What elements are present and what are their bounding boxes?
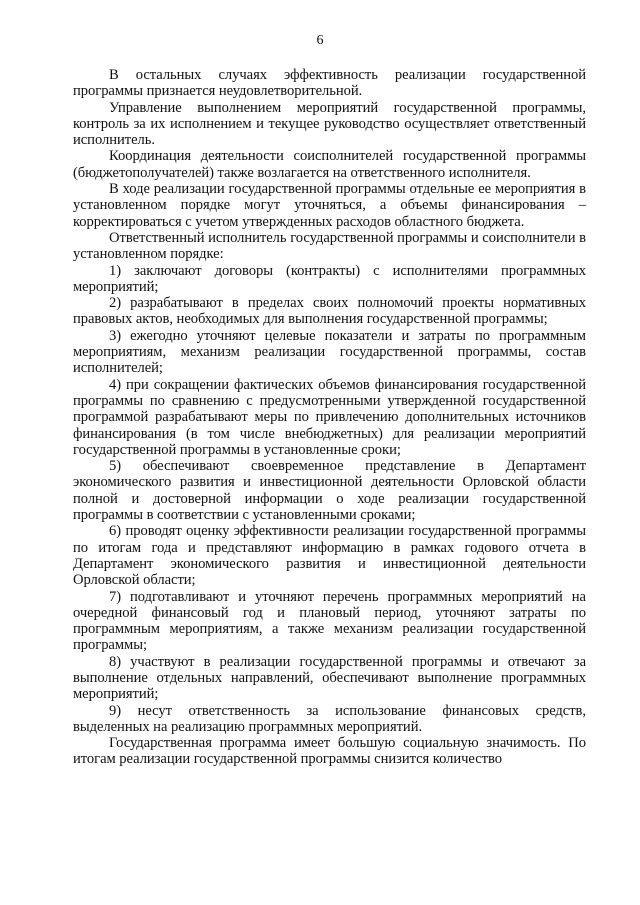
- paragraph-1: В остальных случаях эффективность реализации государственной программы признается неудовлетворительной.: [73, 67, 586, 100]
- list-item-9: 9) несут ответственность за использование финансовых средств, выделенных на реализацию программных мероприятий.: [73, 702, 586, 735]
- paragraph-4: В ходе реализации государственной программы отдельные ее мероприятия в установленном порядке могут уточняться, а объемы финансирования – корректироваться с учетом утвержденных расходов областного бюджета.: [73, 181, 586, 230]
- list-item-6: 6) проводят оценку эффективности реализации государственной программы по итогам года и представляют информацию в рамках годового отчета в Департамент экономического развития и инвестиционной деятельности Орловской области;: [73, 523, 586, 589]
- list-item-4: 4) при сокращении фактических объемов финансирования государственной программы по сравнению с предусмотренными утвержденной государственной программой разрабатывают меры по привлечению дополнительных источников финансирования (в том числе внебюджетных) для реализации мероприятий государственной программы в установленные сроки;: [73, 376, 586, 458]
- list-item-8: 8) участвуют в реализации государственной программы и отвечают за выполнение отдельных направлений, обеспечивают выполнение программных мероприятий;: [73, 653, 586, 703]
- paragraph-final: Государственная программа имеет большую социальную значимость. По итогам реализации государственной программы снизится количество: [73, 735, 586, 768]
- list-item-1: 1) заключают договоры (контракты) с исполнителями программных мероприятий;: [73, 262, 586, 295]
- list-item-3: 3) ежегодно уточняют целевые показатели и затраты по программным мероприятиям, механизм реализации государственной программы, состав исполнителей;: [73, 327, 586, 377]
- document-body: [73, 67, 586, 768]
- list-item-5: 5) обеспечивают своевременное представление в Департамент экономического развития и инвестиционной деятельности Орловской области полной и достоверной информации о ходе реализации государственной программы в соответствии с установленными сроками;: [73, 458, 586, 524]
- paragraph-2: Управление выполнением мероприятий государственной программы, контроль за их исполнением и текущее руководство осуществляет ответственный исполнитель.: [73, 99, 586, 149]
- list-item-2: 2) разрабатывают в пределах своих полномочий проекты нормативных правовых актов, необходимых для выполнения государственной программы;: [73, 295, 586, 328]
- list-item-7: 7) подготавливают и уточняют перечень программных мероприятий на очередной финансовый год и плановый период, уточняют затраты по программным мероприятиям, а также механизм реализации государственной программы;: [73, 588, 586, 654]
- paragraph-3: Координация деятельности соисполнителей государственной программы (бюджетополучателей) также возлагается на ответственного исполнителя.: [73, 148, 586, 181]
- page-number: 6: [316, 33, 324, 48]
- paragraph-5: Ответственный исполнитель государственной программы и соисполнители в установленном порядке:: [73, 229, 586, 263]
